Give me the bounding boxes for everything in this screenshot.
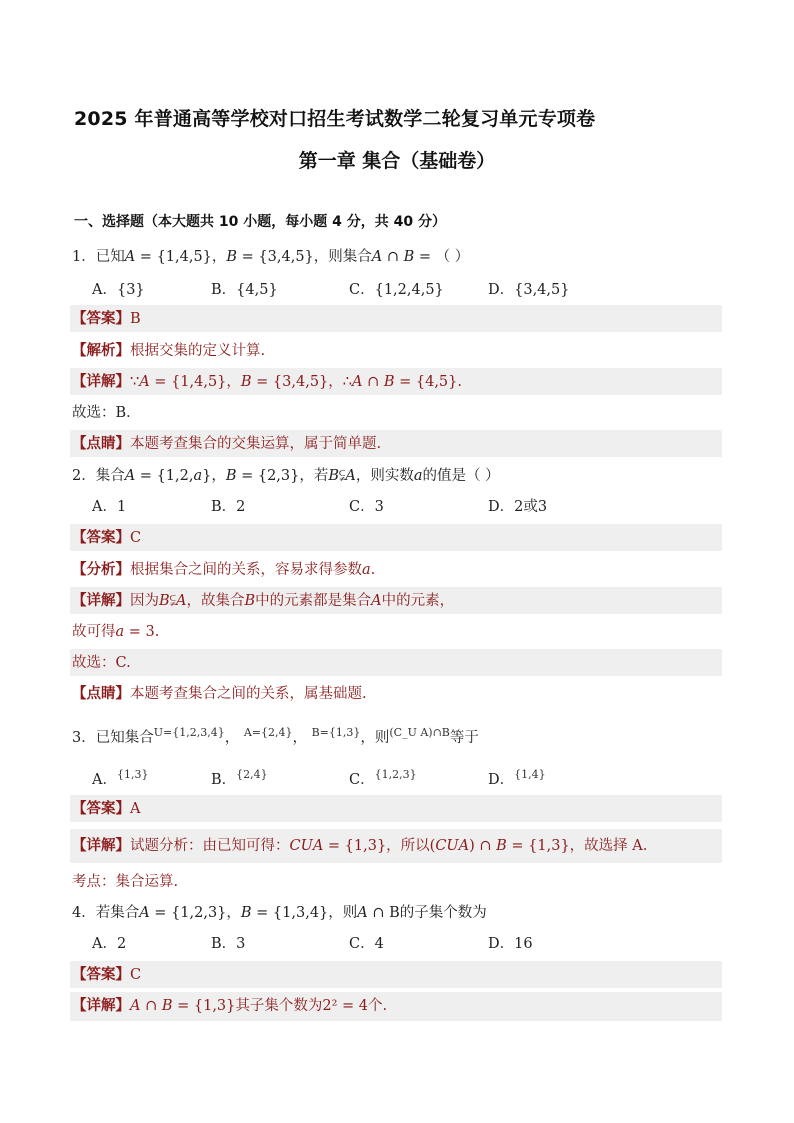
q3-sep-2: ， <box>292 730 307 746</box>
q3-option-b-set: {2,4} <box>236 768 268 781</box>
q3-set-a: A={2,4} <box>243 726 293 739</box>
q2-answer <box>72 528 141 548</box>
conclusion-text: 故可得𝑎 = 3. <box>72 624 160 640</box>
q3-option-c <box>349 765 417 790</box>
detail-text: 𝐴 ∩ 𝐵 = {1,3}其子集个数为2² = 4个. <box>130 998 388 1014</box>
q1-detail <box>72 372 462 392</box>
q3-option-a-label: A． <box>92 772 117 788</box>
page-subtitle: 第一章 集合（基础卷） <box>298 150 496 172</box>
analysis-tag: 【解析】 <box>72 343 130 359</box>
detail-tag: 【详解】 <box>72 998 130 1014</box>
q3-option-c-label: C． <box>349 772 375 788</box>
q2-analysis <box>72 560 375 580</box>
q4-detail <box>72 996 387 1016</box>
q3-stem-suffix: 等于 <box>449 730 479 746</box>
q3-option-d <box>488 765 546 790</box>
q3-expression: (C_U A)∩B <box>389 726 450 739</box>
q2-detail <box>72 591 454 611</box>
q1-option-c: C．{1,2,4,5} <box>349 282 444 298</box>
answer-tag: 【答案】 <box>72 530 130 546</box>
q1-option-b: B．{4,5} <box>211 282 278 298</box>
q3-answer <box>72 799 140 819</box>
detail-text: ∵𝐴 = {1,4,5}，𝐵 = {3,4,5}，∴𝐴 ∩ 𝐵 = {4,5}. <box>130 374 462 390</box>
q2-option-d: D．2或3 <box>488 499 548 515</box>
answer-tag: 【答案】 <box>72 311 130 327</box>
q1-option-d: D．{3,4,5} <box>488 282 570 298</box>
q3-option-a-set: {1,3} <box>116 768 149 781</box>
q3-set-u: U={1,2,3,4} <box>153 726 225 739</box>
choice-text: 故选：B． <box>72 405 141 421</box>
answer-band <box>70 649 722 676</box>
q1-choice <box>72 403 141 423</box>
q3-option-a <box>92 765 148 790</box>
q3-option-d-label: D． <box>488 772 515 788</box>
detail-tag: 【详解】 <box>72 593 130 609</box>
q1-answer <box>72 309 141 329</box>
detail-tag: 【详解】 <box>72 838 130 854</box>
analysis-text: 根据集合之间的关系，容易求得参数𝑎. <box>130 562 376 578</box>
q2-option-c: C．3 <box>349 499 384 515</box>
q3-topic <box>72 872 178 892</box>
q4-option-a: A．2 <box>92 936 127 952</box>
q1-analysis <box>72 341 265 361</box>
choice-text: 故选：C. <box>72 655 131 671</box>
answer-text: B <box>130 311 141 327</box>
q4-option-b: B．3 <box>211 936 246 952</box>
detail-text: 试题分析：由已知可得：𝐶𝑈𝐴 = {1,3}，所以(𝐶𝑈𝐴) ∩ 𝐵 = {1,3}，故选择 A. <box>130 838 648 854</box>
q3-option-d-set: {1,4} <box>514 768 546 781</box>
question-2-stem: 2．集合𝐴 = {1,2,𝑎}，𝐵 = {2,3}，若𝐵⫋𝐴，则实数𝑎的值是（ ） <box>72 468 500 484</box>
q4-option-d: D．16 <box>488 936 533 952</box>
q2-option-b: B．2 <box>211 499 246 515</box>
q1-option-a: A．{3} <box>92 282 145 298</box>
question-1-stem: 1．已知𝐴 = {1,4,5}，𝐵 = {3,4,5}，则集合𝐴 ∩ 𝐵 = （ ） <box>72 249 470 265</box>
q3-sep-1: ， <box>224 730 240 746</box>
comment-tag: 【点睛】 <box>72 686 130 702</box>
q2-comment <box>72 684 367 704</box>
answer-band <box>70 305 722 332</box>
q2-option-a: A．1 <box>92 499 127 515</box>
answer-tag: 【答案】 <box>72 967 130 983</box>
analysis-tag: 【分析】 <box>72 562 130 578</box>
q1-comment <box>72 434 381 454</box>
answer-tag: 【答案】 <box>72 801 130 817</box>
comment-tag: 【点睛】 <box>72 436 130 452</box>
detail-text: 因为𝐵⫋𝐴，故集合𝐵中的元素都是集合𝐴中的元素， <box>130 593 455 609</box>
q3-detail <box>72 836 647 856</box>
comment-text: 本题考查集合的交集运算，属于简单题. <box>130 436 382 452</box>
q2-conclusion <box>72 622 159 642</box>
q3-option-b <box>211 765 268 790</box>
q2-choice <box>72 653 131 673</box>
answer-text: C <box>130 967 142 983</box>
answer-band <box>70 961 722 988</box>
q3-sep-3: ，则 <box>360 730 390 746</box>
q3-stem-prefix: 3．已知集合 <box>72 730 154 746</box>
q3-option-b-label: B． <box>211 772 237 788</box>
page-title: 2025 年普通高等学校对口招生考试数学二轮复习单元专项卷 <box>74 108 596 130</box>
section-heading: 一、选择题（本大题共 10 小题，每小题 4 分，共 40 分） <box>74 214 446 230</box>
answer-text: C <box>130 530 142 546</box>
q3-option-c-set: {1,2,3} <box>374 768 417 781</box>
topic-text: 考点：集合运算. <box>72 874 179 890</box>
answer-band <box>70 524 722 551</box>
answer-text: A <box>130 801 141 817</box>
q3-set-b: B={1,3} <box>311 726 361 739</box>
answer-band <box>70 795 722 822</box>
q4-answer <box>72 965 141 985</box>
question-4-stem: 4．若集合𝐴 = {1,2,3}，𝐵 = {1,3,4}，则𝐴 ∩ B的子集个数为 <box>72 905 487 921</box>
analysis-text: 根据交集的定义计算. <box>130 343 266 359</box>
comment-text: 本题考查集合之间的关系，属基础题. <box>130 686 367 702</box>
question-3-stem <box>72 723 479 748</box>
detail-tag: 【详解】 <box>72 374 130 390</box>
q4-option-c: C．4 <box>349 936 384 952</box>
